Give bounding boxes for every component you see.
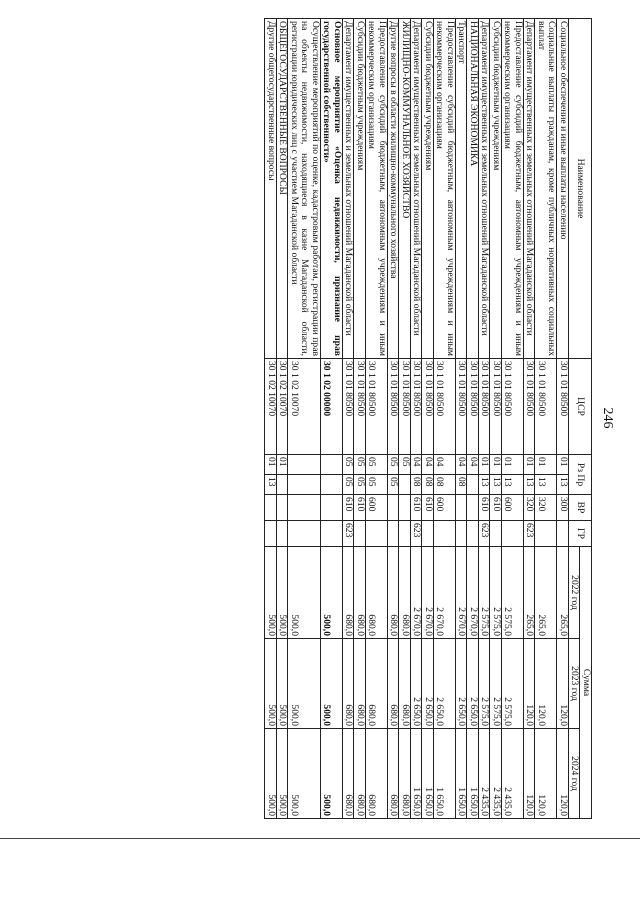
budget-table bbox=[265, 18, 593, 819]
row-2022: 680,0 bbox=[354, 547, 366, 639]
row-csr: 30 1 01 80500 bbox=[479, 359, 491, 455]
row-2024: 680,0 bbox=[388, 729, 400, 819]
row-2024: 120,0 bbox=[524, 729, 536, 819]
row-2024: 1 650,0 bbox=[411, 729, 423, 819]
col-header-sum: Сумма bbox=[580, 547, 592, 819]
row-2024: 1 650,0 bbox=[456, 729, 468, 819]
row-pr: 05 bbox=[388, 475, 400, 495]
row-2023: 680,0 bbox=[366, 639, 388, 729]
row-2023: 2 650,0 bbox=[422, 639, 434, 729]
table-body bbox=[265, 19, 569, 819]
row-2023: 680,0 bbox=[388, 639, 400, 729]
row-rz: 04 bbox=[411, 455, 423, 475]
row-name: НАЦИОНАЛЬНАЯ ЭКОНОМИКА bbox=[467, 19, 479, 359]
row-2023: 2 650,0 bbox=[411, 639, 423, 729]
table-row bbox=[467, 19, 479, 819]
row-pr bbox=[288, 475, 321, 495]
row-rz: 04 bbox=[422, 455, 434, 475]
row-2022: 2 670,0 bbox=[456, 547, 468, 639]
col-header-rz-pr: Рз Пр bbox=[569, 455, 592, 495]
row-gr bbox=[277, 521, 289, 547]
table-row bbox=[490, 19, 502, 819]
table-row bbox=[277, 19, 289, 819]
row-gr: 623 bbox=[411, 521, 423, 547]
row-2024: 1 650,0 bbox=[467, 729, 479, 819]
row-2023: 2 575,0 bbox=[502, 639, 524, 729]
row-pr bbox=[399, 475, 411, 495]
horizontal-rule bbox=[0, 838, 640, 839]
row-name: ЖИЛИЩНО-КОММУНАЛЬНОЕ ХОЗЯЙСТВО bbox=[399, 19, 411, 359]
row-2024: 2 435,0 bbox=[479, 729, 491, 819]
row-2023: 500,0 bbox=[321, 639, 343, 729]
row-rz: 01 bbox=[535, 455, 557, 475]
row-vr: 610 bbox=[422, 495, 434, 521]
row-pr: 13 bbox=[535, 475, 557, 495]
row-2022: 680,0 bbox=[343, 547, 355, 639]
row-csr: 30 1 01 80500 bbox=[502, 359, 524, 455]
row-2022: 2 575,0 bbox=[502, 547, 524, 639]
row-vr: 600 bbox=[366, 495, 388, 521]
row-csr: 30 1 01 80500 bbox=[354, 359, 366, 455]
table-row bbox=[535, 19, 557, 819]
row-2022: 2 670,0 bbox=[422, 547, 434, 639]
col-header-vr: ВР bbox=[569, 495, 592, 521]
row-pr: 13 bbox=[524, 475, 536, 495]
row-2023: 500,0 bbox=[288, 639, 321, 729]
row-csr: 30 1 01 80500 bbox=[343, 359, 355, 455]
row-vr: 610 bbox=[479, 495, 491, 521]
row-gr bbox=[288, 521, 321, 547]
row-gr bbox=[490, 521, 502, 547]
row-2022: 500,0 bbox=[277, 547, 289, 639]
row-gr bbox=[456, 521, 468, 547]
row-name: Предоставление субсидий бюджетным, автономным учреждениям и иным некоммерческим организациям bbox=[434, 19, 456, 359]
table-row bbox=[502, 19, 524, 819]
row-rz: 05 bbox=[354, 455, 366, 475]
row-2023: 680,0 bbox=[399, 639, 411, 729]
row-2022: 500,0 bbox=[265, 547, 277, 639]
row-csr: 30 1 02 10070 bbox=[277, 359, 289, 455]
row-name: Департамент имущественных и земельных отношений Магаданской области bbox=[411, 19, 423, 359]
row-2022: 2 670,0 bbox=[411, 547, 423, 639]
row-gr bbox=[434, 521, 456, 547]
row-gr: 623 bbox=[479, 521, 491, 547]
col-header-csr: ЦСР bbox=[569, 359, 592, 455]
row-gr bbox=[502, 521, 524, 547]
row-pr: 13 bbox=[502, 475, 524, 495]
table-row bbox=[288, 19, 321, 819]
col-header-2022: 2022 год bbox=[569, 547, 581, 639]
row-name: Предоставление субсидий бюджетным, автономным учреждениям и иным некоммерческим организациям bbox=[366, 19, 388, 359]
row-gr bbox=[557, 521, 569, 547]
row-2022: 2 670,0 bbox=[434, 547, 456, 639]
row-vr bbox=[265, 495, 277, 521]
rotated-page bbox=[100, 18, 620, 818]
row-2023: 2 650,0 bbox=[456, 639, 468, 729]
row-vr bbox=[277, 495, 289, 521]
row-name: Департамент имущественных и земельных отношений Магаданской области bbox=[524, 19, 536, 359]
row-vr: 610 bbox=[354, 495, 366, 521]
row-vr: 610 bbox=[343, 495, 355, 521]
row-pr: 08 bbox=[411, 475, 423, 495]
row-2023: 2 650,0 bbox=[434, 639, 456, 729]
row-rz: 04 bbox=[434, 455, 456, 475]
row-name: Основное мероприятие «Оценка недвижимости, признание прав государственной собственности» bbox=[321, 19, 343, 359]
table-row bbox=[366, 19, 388, 819]
row-vr bbox=[321, 495, 343, 521]
row-2022: 500,0 bbox=[321, 547, 343, 639]
row-vr bbox=[399, 495, 411, 521]
header-row bbox=[580, 19, 592, 819]
row-pr bbox=[277, 475, 289, 495]
row-2024: 2 435,0 bbox=[490, 729, 502, 819]
row-gr bbox=[321, 521, 343, 547]
row-2023: 120,0 bbox=[524, 639, 536, 729]
row-csr: 30 1 01 80500 bbox=[467, 359, 479, 455]
row-pr: 13 bbox=[557, 475, 569, 495]
row-2024: 1 650,0 bbox=[434, 729, 456, 819]
row-pr: 05 bbox=[343, 475, 355, 495]
row-rz: 01 bbox=[502, 455, 524, 475]
row-rz: 05 bbox=[343, 455, 355, 475]
row-vr: 600 bbox=[502, 495, 524, 521]
row-2024: 680,0 bbox=[354, 729, 366, 819]
row-pr bbox=[467, 475, 479, 495]
row-gr bbox=[399, 521, 411, 547]
table-row bbox=[265, 19, 277, 819]
row-2024: 120,0 bbox=[535, 729, 557, 819]
row-csr: 30 1 02 10070 bbox=[288, 359, 321, 455]
row-rz: 01 bbox=[479, 455, 491, 475]
row-2024: 120,0 bbox=[557, 729, 569, 819]
row-2023: 500,0 bbox=[265, 639, 277, 729]
row-csr: 30 1 02 10070 bbox=[265, 359, 277, 455]
row-name: Департамент имущественных и земельных отношений Магаданской области bbox=[343, 19, 355, 359]
row-rz: 01 bbox=[265, 455, 277, 475]
row-name: ОБЩЕГОСУДАРСТВЕННЫЕ ВОПРОСЫ bbox=[277, 19, 289, 359]
page-content bbox=[100, 18, 620, 818]
row-name: Осуществление мероприятий по оценке, кадастровым работам, регистрации прав на объекты недвижимости, находящиеся в казне Магаданской области, регистрации юридических лиц с участием Магаданской области bbox=[288, 19, 321, 359]
row-name: Субсидии бюджетным учреждениям bbox=[422, 19, 434, 359]
row-2023: 680,0 bbox=[343, 639, 355, 729]
row-vr: 320 bbox=[524, 495, 536, 521]
row-csr: 30 1 01 80500 bbox=[524, 359, 536, 455]
row-name: Департамент имущественных и земельных отношений Магаданской области bbox=[479, 19, 491, 359]
table-row bbox=[388, 19, 400, 819]
row-pr: 13 bbox=[265, 475, 277, 495]
row-gr bbox=[265, 521, 277, 547]
row-gr bbox=[388, 521, 400, 547]
row-csr: 30 1 01 80500 bbox=[422, 359, 434, 455]
row-2024: 680,0 bbox=[399, 729, 411, 819]
row-2022: 2 670,0 bbox=[467, 547, 479, 639]
row-vr: 600 bbox=[434, 495, 456, 521]
col-header-gr: ГР bbox=[569, 521, 592, 547]
row-2022: 265,0 bbox=[535, 547, 557, 639]
row-rz: 01 bbox=[277, 455, 289, 475]
row-2024: 500,0 bbox=[321, 729, 343, 819]
row-vr bbox=[288, 495, 321, 521]
row-gr: 623 bbox=[343, 521, 355, 547]
row-gr bbox=[467, 521, 479, 547]
row-csr: 30 1 01 80500 bbox=[490, 359, 502, 455]
row-pr: 08 bbox=[434, 475, 456, 495]
table-row bbox=[456, 19, 468, 819]
row-rz: 01 bbox=[557, 455, 569, 475]
row-rz: 04 bbox=[456, 455, 468, 475]
row-pr: 05 bbox=[366, 475, 388, 495]
row-2023: 2 575,0 bbox=[490, 639, 502, 729]
row-2023: 680,0 bbox=[354, 639, 366, 729]
row-2024: 2 435,0 bbox=[502, 729, 524, 819]
row-name: Субсидии бюджетным учреждениям bbox=[490, 19, 502, 359]
table-row bbox=[399, 19, 411, 819]
row-name: Субсидии бюджетным учреждениям bbox=[354, 19, 366, 359]
row-vr bbox=[456, 495, 468, 521]
row-2023: 2 650,0 bbox=[467, 639, 479, 729]
table-row bbox=[524, 19, 536, 819]
row-2022: 680,0 bbox=[366, 547, 388, 639]
table-row bbox=[411, 19, 423, 819]
row-pr: 08 bbox=[422, 475, 434, 495]
row-csr: 30 1 01 80500 bbox=[535, 359, 557, 455]
row-2022: 680,0 bbox=[388, 547, 400, 639]
row-name: Социальные выплаты гражданам, кроме публичных нормативных социальных выплат bbox=[535, 19, 557, 359]
row-csr: 30 1 01 80500 bbox=[388, 359, 400, 455]
row-pr: 13 bbox=[479, 475, 491, 495]
row-pr: 13 bbox=[490, 475, 502, 495]
row-2024: 680,0 bbox=[343, 729, 355, 819]
row-pr: 08 bbox=[456, 475, 468, 495]
row-pr: 05 bbox=[354, 475, 366, 495]
table-row bbox=[479, 19, 491, 819]
row-2023: 120,0 bbox=[535, 639, 557, 729]
row-csr: 30 1 01 80500 bbox=[411, 359, 423, 455]
row-2022: 2 575,0 bbox=[490, 547, 502, 639]
row-name: Предоставление субсидий бюджетным, автономным учреждениям и иным некоммерческим организациям bbox=[502, 19, 524, 359]
row-2022: 265,0 bbox=[557, 547, 569, 639]
row-2024: 500,0 bbox=[265, 729, 277, 819]
row-gr: 623 bbox=[524, 521, 536, 547]
table-row bbox=[557, 19, 569, 819]
col-header-2024: 2024 год bbox=[569, 729, 581, 819]
table-row bbox=[343, 19, 355, 819]
row-name: Социальное обеспечение и иные выплаты населению bbox=[557, 19, 569, 359]
row-vr: 300 bbox=[557, 495, 569, 521]
row-2022: 265,0 bbox=[524, 547, 536, 639]
row-2024: 1 650,0 bbox=[422, 729, 434, 819]
table-row bbox=[321, 19, 343, 819]
row-csr: 30 1 01 80500 bbox=[399, 359, 411, 455]
row-rz: 05 bbox=[366, 455, 388, 475]
row-2023: 2 575,0 bbox=[479, 639, 491, 729]
row-rz bbox=[288, 455, 321, 475]
page-number: 246 bbox=[600, 407, 615, 429]
row-csr: 30 1 01 80500 bbox=[434, 359, 456, 455]
row-2023: 120,0 bbox=[557, 639, 569, 729]
row-rz: 05 bbox=[388, 455, 400, 475]
row-rz: 05 bbox=[399, 455, 411, 475]
row-name: Транспорт bbox=[456, 19, 468, 359]
row-gr bbox=[535, 521, 557, 547]
row-2024: 680,0 bbox=[366, 729, 388, 819]
row-gr bbox=[354, 521, 366, 547]
row-2022: 680,0 bbox=[399, 547, 411, 639]
row-vr: 610 bbox=[490, 495, 502, 521]
row-csr: 30 1 01 80500 bbox=[456, 359, 468, 455]
row-vr: 320 bbox=[535, 495, 557, 521]
row-csr: 30 1 01 80500 bbox=[366, 359, 388, 455]
row-2023: 500,0 bbox=[277, 639, 289, 729]
row-csr: 30 1 01 80500 bbox=[557, 359, 569, 455]
row-2024: 500,0 bbox=[288, 729, 321, 819]
col-header-2023: 2023 год bbox=[569, 639, 581, 729]
row-2022: 2 575,0 bbox=[479, 547, 491, 639]
row-vr bbox=[388, 495, 400, 521]
row-gr bbox=[422, 521, 434, 547]
row-rz: 01 bbox=[490, 455, 502, 475]
row-pr bbox=[321, 475, 343, 495]
row-vr bbox=[467, 495, 479, 521]
table-row bbox=[422, 19, 434, 819]
row-2024: 500,0 bbox=[277, 729, 289, 819]
row-vr: 610 bbox=[411, 495, 423, 521]
row-2022: 500,0 bbox=[288, 547, 321, 639]
row-rz bbox=[321, 455, 343, 475]
row-rz: 01 bbox=[524, 455, 536, 475]
table-row bbox=[354, 19, 366, 819]
row-gr bbox=[366, 521, 388, 547]
row-csr: 30 1 02 00000 bbox=[321, 359, 343, 455]
col-header-name: Наименование bbox=[569, 19, 592, 359]
row-rz: 04 bbox=[467, 455, 479, 475]
row-name: Другие вопросы в области жилищно-коммунального хозяйства bbox=[388, 19, 400, 359]
table-row bbox=[434, 19, 456, 819]
row-name: Другие общегосударственные вопросы bbox=[265, 19, 277, 359]
